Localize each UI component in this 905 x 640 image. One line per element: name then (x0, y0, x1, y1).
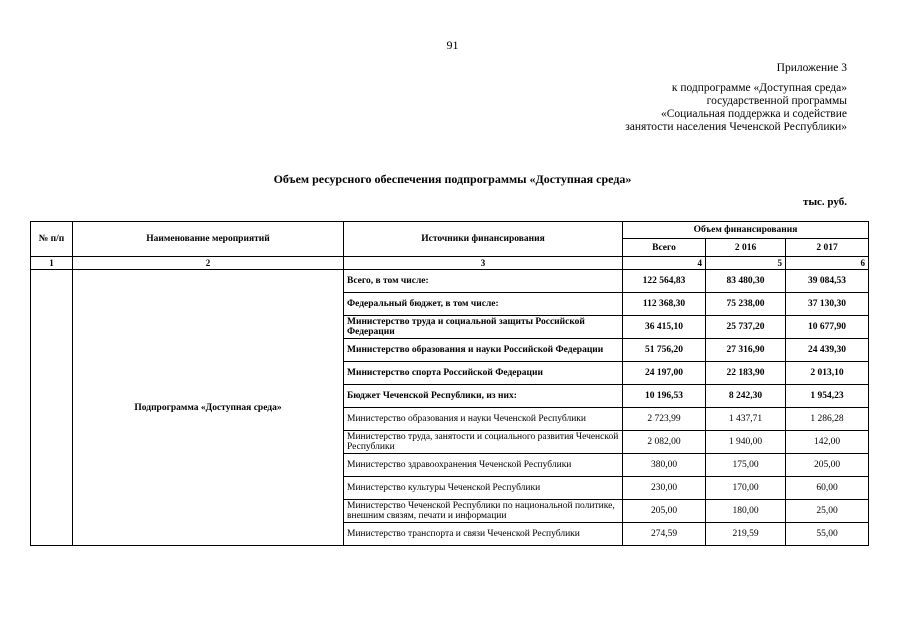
header-num: № п/п (31, 222, 73, 257)
col-number: 6 (786, 257, 869, 270)
col-number: 3 (344, 257, 623, 270)
table-row (31, 270, 869, 293)
col-number: 4 (623, 257, 706, 270)
y2016-cell: 25 737,20 (706, 316, 786, 339)
total-cell: 2 082,00 (623, 431, 706, 454)
y2016-cell: 8 242,30 (706, 385, 786, 408)
y2017-cell: 24 439,30 (786, 339, 869, 362)
units-label: тыс. руб. (803, 196, 847, 208)
source-cell: Министерство спорта Российской Федерации (344, 362, 623, 385)
col-number: 2 (73, 257, 344, 270)
source-cell: Министерство здравоохранения Чеченской Республики (344, 454, 623, 477)
row-number-cell (31, 270, 73, 546)
source-cell: Министерство Чеченской Республики по национальной политике, внешним связям, печати и информации (344, 500, 623, 523)
y2016-cell: 180,00 (706, 500, 786, 523)
total-cell: 2 723,99 (623, 408, 706, 431)
appendix-block (625, 62, 847, 134)
y2016-cell: 170,00 (706, 477, 786, 500)
total-cell: 205,00 (623, 500, 706, 523)
y2017-cell: 60,00 (786, 477, 869, 500)
appendix-line: к подпрограмме «Доступная среда» (671, 82, 847, 94)
col-number: 1 (31, 257, 73, 270)
page-number: 91 (446, 38, 459, 52)
y2016-cell: 22 183,90 (706, 362, 786, 385)
total-cell: 274,59 (623, 523, 706, 546)
total-cell: 51 756,20 (623, 339, 706, 362)
y2017-cell: 205,00 (786, 454, 869, 477)
y2017-cell: 10 677,90 (786, 316, 869, 339)
header-2017: 2 017 (786, 239, 869, 257)
source-cell: Министерство транспорта и связи Чеченской Республики (344, 523, 623, 546)
header-total: Всего (623, 239, 706, 257)
source-cell: Федеральный бюджет, в том числе: (344, 293, 623, 316)
source-cell: Министерство образования и науки Российской Федерации (344, 339, 623, 362)
total-cell: 230,00 (623, 477, 706, 500)
appendix-line: занятости населения Чеченской Республики» (625, 121, 847, 133)
header-2016: 2 016 (706, 239, 786, 257)
y2016-cell: 75 238,00 (706, 293, 786, 316)
y2017-cell: 55,00 (786, 523, 869, 546)
source-cell: Министерство труда и социальной защиты Российской Федерации (344, 316, 623, 339)
y2017-cell: 1 286,28 (786, 408, 869, 431)
y2016-cell: 175,00 (706, 454, 786, 477)
appendix-line: «Социальная поддержка и содействие (660, 108, 847, 120)
y2017-cell: 37 130,30 (786, 293, 869, 316)
col-number: 5 (706, 257, 786, 270)
y2017-cell: 142,00 (786, 431, 869, 454)
y2017-cell: 2 013,10 (786, 362, 869, 385)
source-cell: Министерство культуры Чеченской Республики (344, 477, 623, 500)
y2017-cell: 1 954,23 (786, 385, 869, 408)
total-cell: 112 368,30 (623, 293, 706, 316)
y2017-cell: 25,00 (786, 500, 869, 523)
column-number-row (31, 257, 869, 270)
y2016-cell: 1 940,00 (706, 431, 786, 454)
total-cell: 10 196,53 (623, 385, 706, 408)
appendix-line: государственной программы (706, 95, 847, 107)
document-title: Объем ресурсного обеспечения подпрограммы «Доступная среда» (273, 172, 632, 186)
y2016-cell: 27 316,90 (706, 339, 786, 362)
source-cell: Министерство труда, занятости и социального развития Чеченской Республики (344, 431, 623, 454)
total-cell: 380,00 (623, 454, 706, 477)
financing-table (30, 221, 869, 546)
total-cell: 36 415,10 (623, 316, 706, 339)
source-cell: Министерство образования и науки Чеченской Республики (344, 408, 623, 431)
source-cell: Бюджет Чеченской Республики, из них: (344, 385, 623, 408)
y2016-cell: 83 480,30 (706, 270, 786, 293)
y2016-cell: 1 437,71 (706, 408, 786, 431)
total-cell: 122 564,83 (623, 270, 706, 293)
header-volume: Объем финансирования (623, 222, 869, 239)
total-cell: 24 197,00 (623, 362, 706, 385)
y2017-cell: 39 084,53 (786, 270, 869, 293)
y2016-cell: 219,59 (706, 523, 786, 546)
header-name: Наименование мероприятий (73, 222, 344, 257)
header-source: Источники финансирования (344, 222, 623, 257)
source-cell: Всего, в том числе: (344, 270, 623, 293)
program-name: Подпрограмма «Доступная среда» (73, 270, 344, 546)
appendix-title: Приложение 3 (776, 62, 847, 74)
